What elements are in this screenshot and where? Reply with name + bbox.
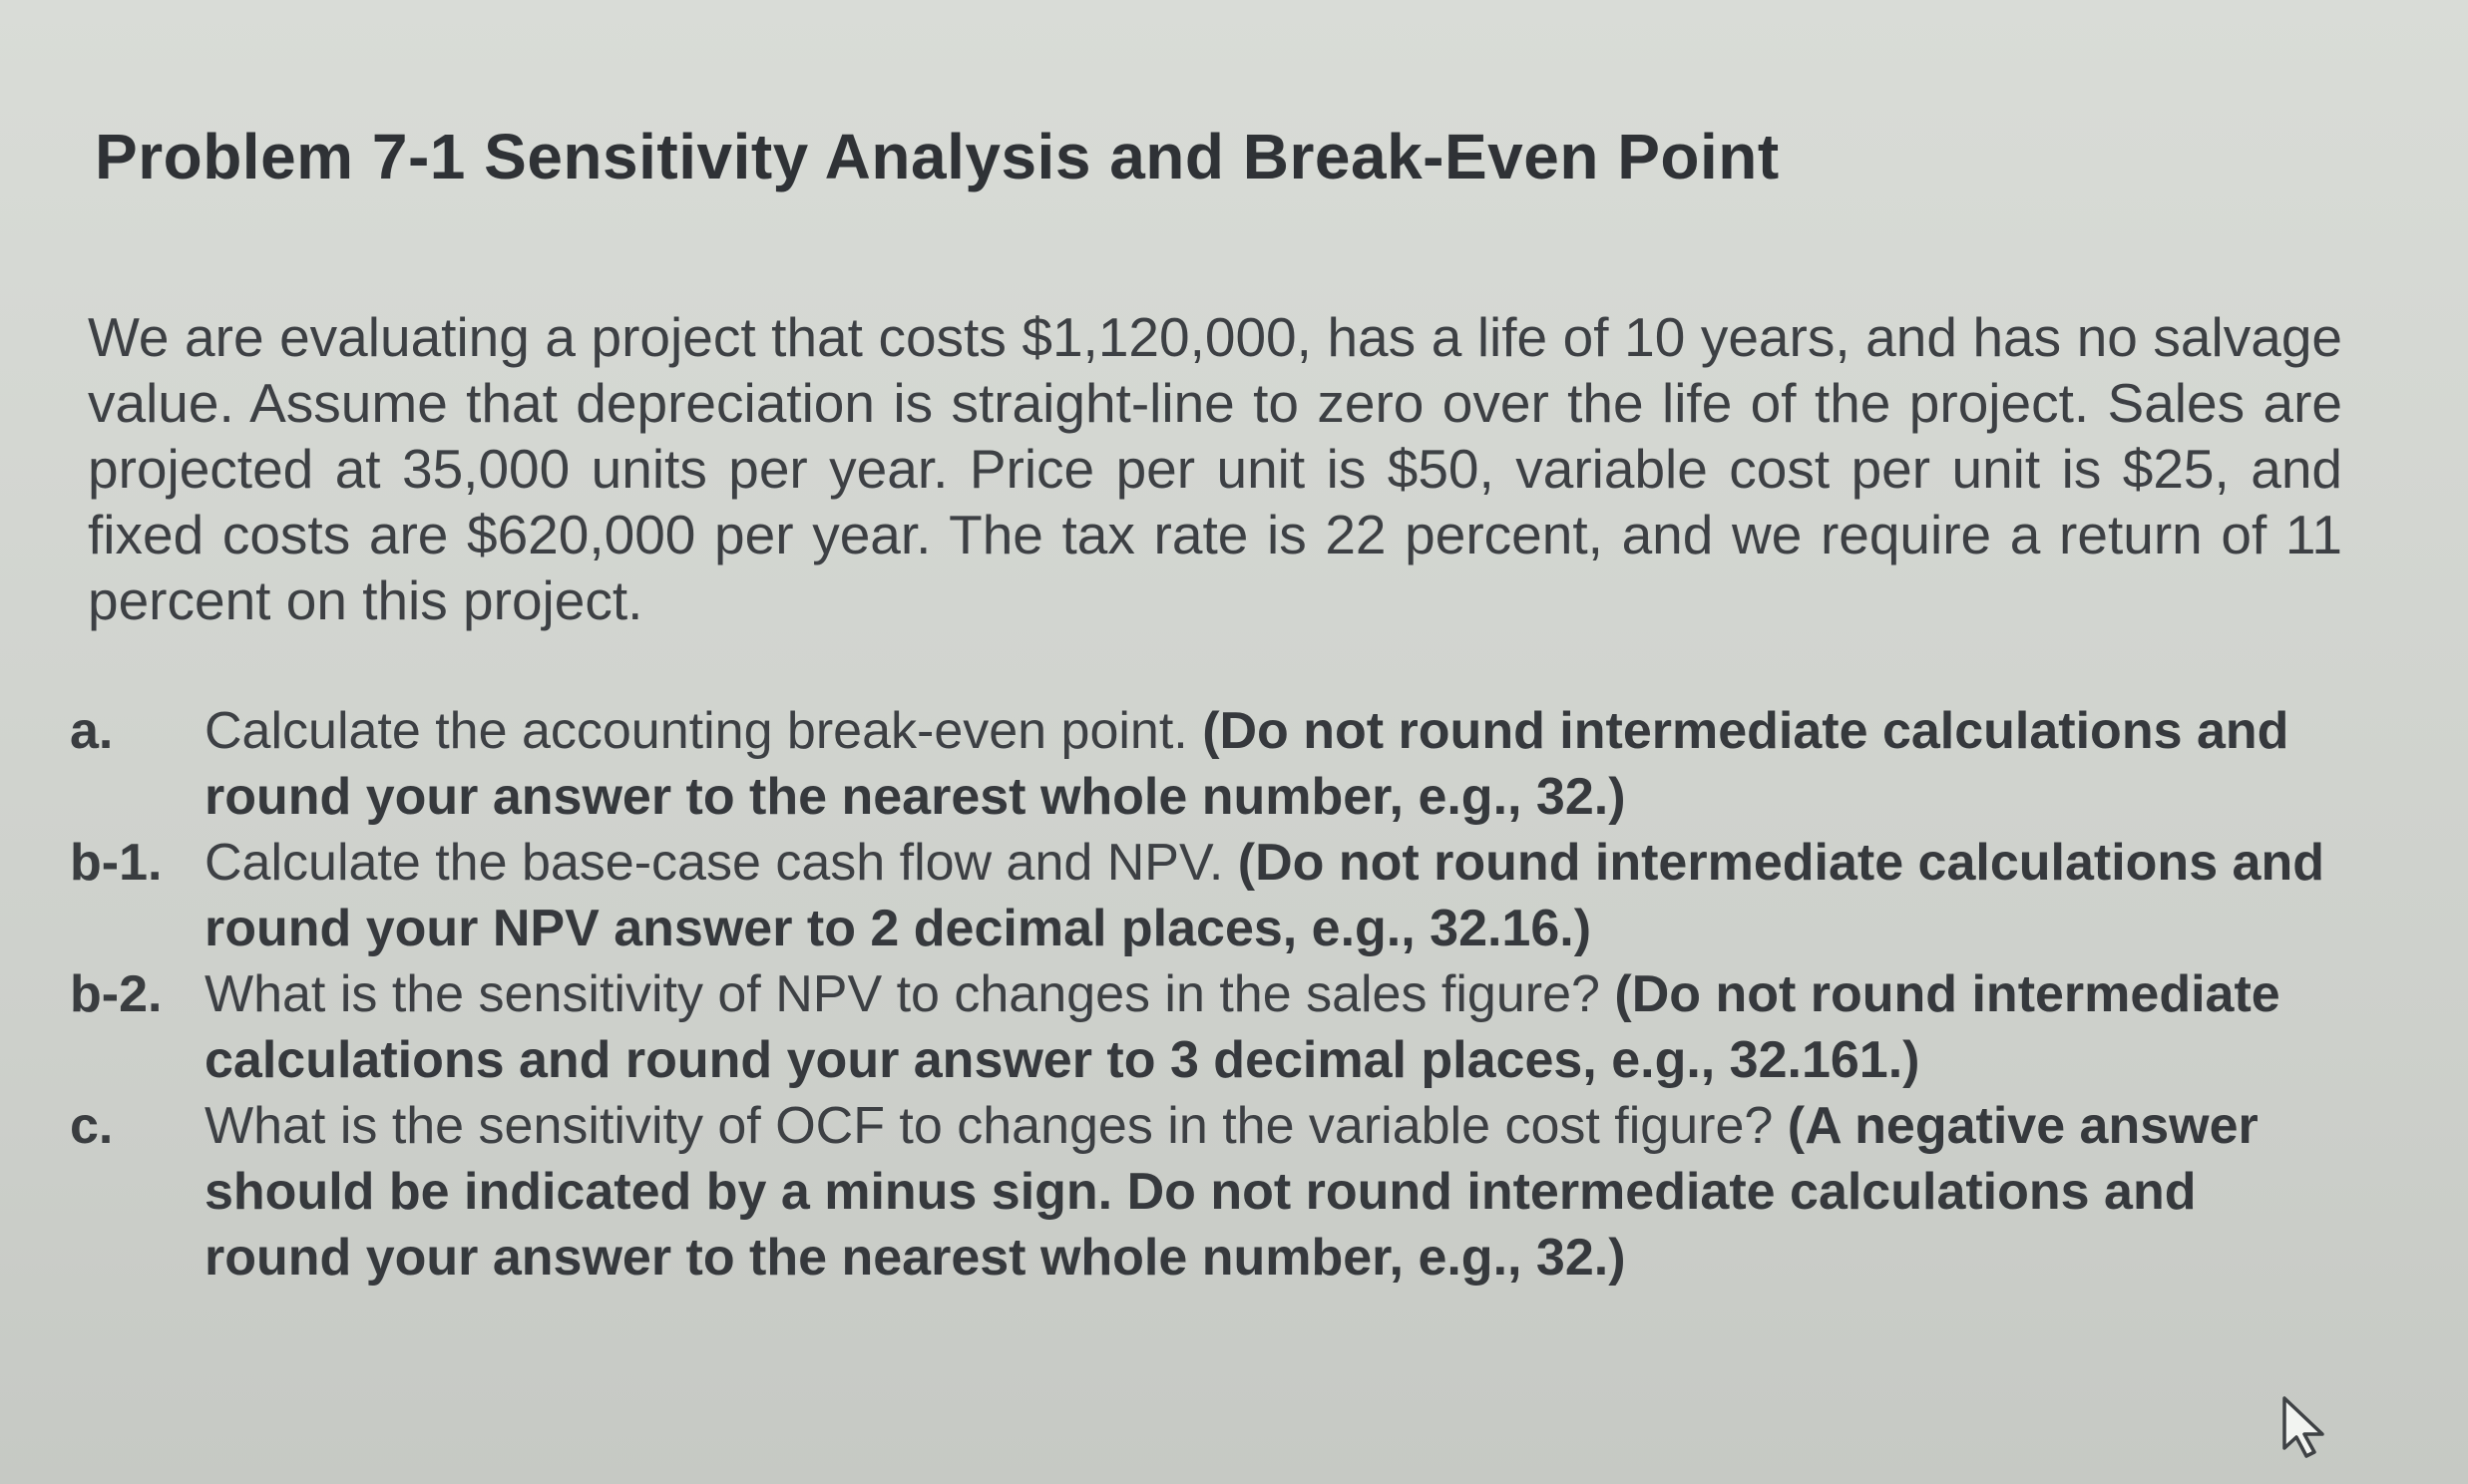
mouse-pointer-icon	[2276, 1394, 2334, 1460]
question-instruction: (A negative answer should be indicated by a minus sign. Do not round intermediate calculations and round your answer to the nearest whole number, e.g., 32.)	[205, 1097, 2259, 1287]
question-instruction: (Do not round intermediate calculations and round your answer to 3 decimal places, e.g., 32.161.)	[205, 965, 2280, 1089]
question-c	[70, 1093, 2354, 1291]
question-b2	[70, 961, 2354, 1093]
question-body	[205, 1093, 2354, 1291]
question-label: a.	[70, 702, 114, 760]
problem-title: Problem 7-1 Sensitivity Analysis and Break-Even Point	[95, 121, 1780, 192]
question-b1	[70, 830, 2354, 961]
question-label: b-2.	[70, 965, 163, 1023]
question-instruction: (Do not round intermediate calculations and round your answer to the nearest whole number, e.g., 32.)	[205, 702, 2289, 826]
question-label: c.	[70, 1097, 114, 1155]
question-a	[70, 698, 2354, 830]
problem-intro: We are evaluating a project that costs $1,120,000, has a life of 10 years, and has no salvage value. Assume that depreciation is straight-line to zero over the life of the project. Sales are projected at 35,000 units per year. Price per unit is $50, variable cost per unit is $25, and fixed costs are $620,000 per year. The tax rate is 22 percent, and we require a return of 11 percent on this project.	[88, 306, 2342, 631]
question-body	[205, 830, 2354, 961]
question-body	[205, 698, 2354, 830]
question-instruction: (Do not round intermediate calculations and round your NPV answer to 2 decimal places, e.g., 32.16.)	[205, 834, 2325, 957]
question-text: What is the sensitivity of OCF to changes in the variable cost figure?	[205, 1097, 1788, 1155]
question-text: What is the sensitivity of NPV to changes in the sales figure?	[205, 965, 1615, 1023]
question-list	[70, 698, 2354, 1291]
question-text: Calculate the base-case cash flow and NPV.	[205, 834, 1238, 892]
question-label: b-1.	[70, 834, 163, 892]
question-body	[205, 961, 2354, 1093]
question-text: Calculate the accounting break-even point.	[205, 702, 1203, 760]
